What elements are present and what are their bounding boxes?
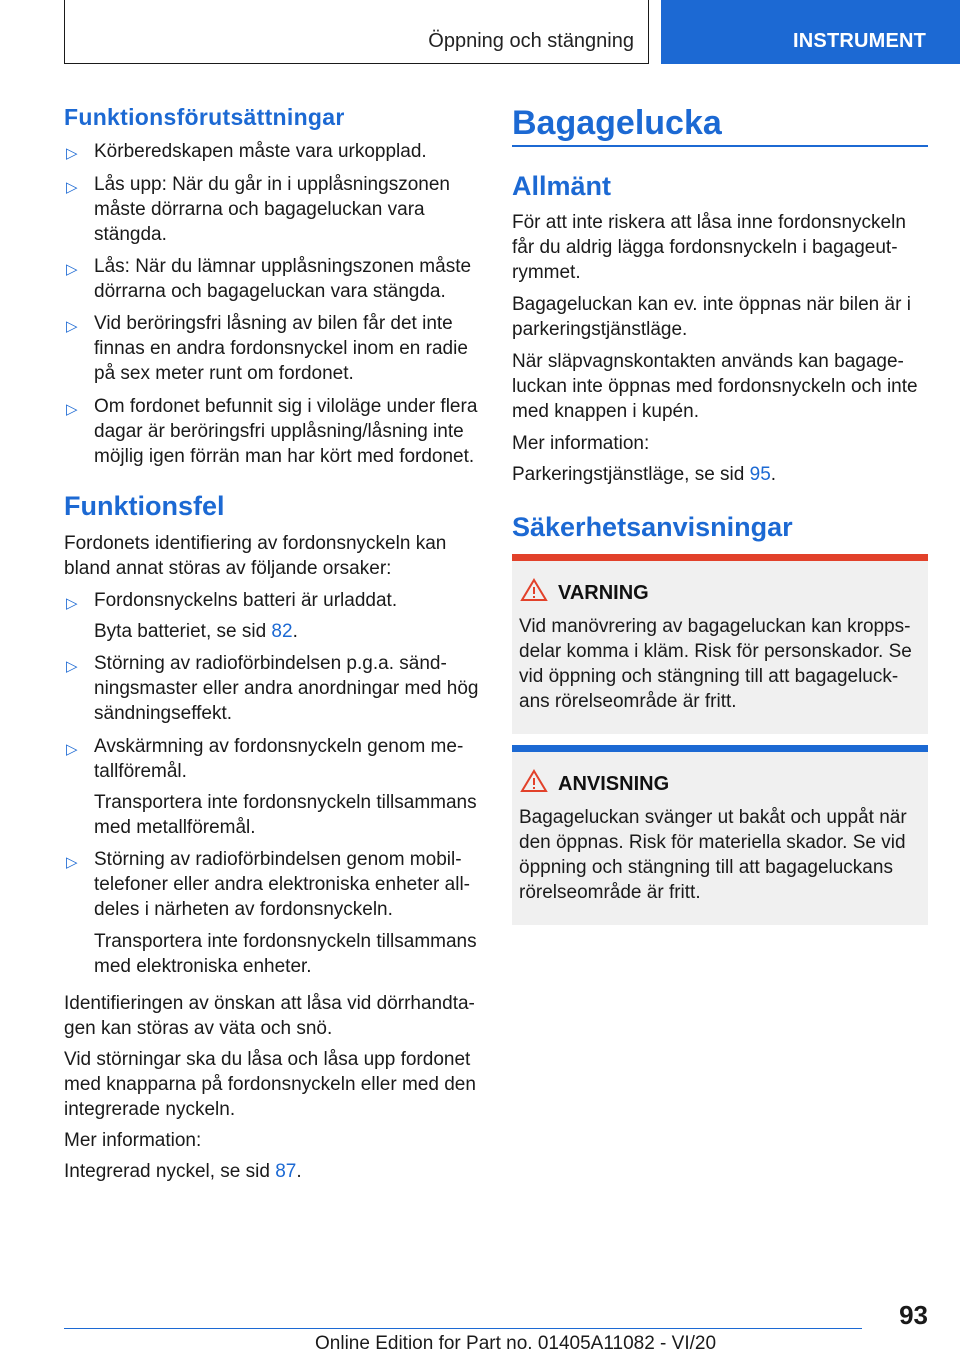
list-item-text: deles i närheten av fordonsnyckeln. (94, 899, 393, 920)
list-item-text: dagar är beröringsfri upplåsning/låsning inte (94, 421, 464, 442)
notice-bar (512, 745, 928, 752)
paragraph-line: rymmet. (512, 262, 581, 283)
title-rule (512, 145, 928, 147)
list-item-text: Störning av radioförbindelsen genom mobil- (94, 849, 462, 870)
callout-line: rörelseområde är fritt. (519, 882, 701, 903)
heading-general: Allmänt (512, 171, 612, 201)
list-item-text: Störning av radioförbindelsen p.g.a. sänd- (94, 653, 447, 674)
paragraph-line: När släpvagnskontakten används kan bagage- (512, 351, 904, 372)
paragraph-line: bland annat störas av följande orsaker: (64, 558, 392, 579)
list-item-text: finnas en andra fordonsnyckel inom en radie (94, 338, 468, 359)
list-item-text: tallföremål. (94, 761, 187, 782)
list-item-text: Avskärmning av fordonsnyckeln genom me- (94, 736, 464, 757)
paragraph-line: med knapparna på fordonsnyckeln eller med den (64, 1074, 476, 1095)
paragraph-line: Fordonets identifiering av fordonsnyckeln kan (64, 533, 447, 554)
list-item-text: på sex meter runt om fordonet. (94, 363, 354, 384)
more-info-label: Mer information: (64, 1130, 202, 1151)
triangle-bullet-icon: ▷ (66, 145, 78, 162)
page-number: 93 (899, 1300, 928, 1330)
list-item-text: Lås: När du lämnar upplåsningszonen måste (94, 256, 472, 277)
list-item-text: dörrarna och bagageluckan vara stängda. (94, 281, 446, 302)
list-item-text: telefoner eller andra elektroniska enheter all- (94, 874, 470, 895)
paragraph-line: parkeringstjänstläge. (512, 319, 688, 340)
list-item-text: möjlig igen förrän man har kört med fordonet. (94, 446, 475, 467)
list-item-subtext: med metallföremål. (94, 817, 256, 838)
triangle-bullet-icon: ▷ (66, 658, 78, 675)
triangle-bullet-icon: ▷ (66, 401, 78, 418)
more-info-label: Mer information: (512, 433, 650, 454)
page-main-title: Bagagelucka (512, 104, 722, 142)
page-link[interactable]: 95 (749, 464, 771, 485)
reference-line: Parkeringstjänstläge, se sid 95. (512, 464, 777, 485)
list-item-subtext: Transportera inte fordonsnyckeln tillsammans (94, 792, 477, 813)
paragraph-line: Identifieringen av önskan att låsa vid dörrhandta- (64, 993, 475, 1014)
callout-line: Vid manövrering av bagageluckan kan kropps- (519, 616, 911, 637)
callout-line: öppning och stängning till att bagageluckans (519, 857, 893, 878)
list-item-text: Vid beröringsfri låsning av bilen får det inte (94, 313, 453, 334)
paragraph-line: För att inte riskera att låsa inne fordonsnyckeln (512, 212, 906, 233)
notice-triangle-icon (520, 769, 548, 793)
paragraph-line: med knappen i kupén. (512, 401, 699, 422)
warning-triangle-icon (520, 578, 548, 602)
triangle-bullet-icon: ▷ (66, 854, 78, 871)
triangle-bullet-icon: ▷ (66, 318, 78, 335)
triangle-bullet-icon: ▷ (66, 179, 78, 196)
section-title: Öppning och stängning (428, 30, 634, 52)
triangle-bullet-icon: ▷ (66, 261, 78, 278)
triangle-bullet-icon: ▷ (66, 595, 78, 612)
paragraph-line: får du aldrig lägga fordonsnyckeln i bagageut- (512, 237, 898, 258)
warning-bar (512, 554, 928, 561)
notice-title: ANVISNING (558, 773, 670, 795)
paragraph-line: Bagageluckan kan ev. inte öppnas när bilen är i (512, 294, 911, 315)
list-item-subtext: med elektroniska enheter. (94, 956, 312, 977)
page-link[interactable]: 82 (271, 621, 293, 642)
warning-title: VARNING (558, 582, 649, 604)
list-item-text: ningsmaster eller andra anordningar med hög (94, 678, 479, 699)
callout-line: den öppnas. Risk för materiella skador. Se vid (519, 832, 906, 853)
list-item-text: Körberedskapen måste vara urkopplad. (94, 141, 427, 162)
paragraph-line: luckan inte öppnas med fordonsnyckeln och inte (512, 376, 918, 397)
paragraph-line: integrerade nyckeln. (64, 1099, 236, 1120)
list-item-text: Fordonsnyckelns batteri är urladdat. (94, 590, 398, 611)
heading-malfunction: Funktionsfel (64, 491, 225, 521)
page-link[interactable]: 87 (275, 1161, 297, 1182)
warning-callout (512, 554, 928, 734)
heading-safety: Säkerhetsanvisningar (512, 512, 793, 542)
list-item-subtext: Transportera inte fordonsnyckeln tillsammans (94, 931, 477, 952)
callout-line: Bagageluckan svänger ut bakåt och uppåt när (519, 807, 907, 828)
footer-rule (64, 1328, 862, 1329)
header-section-box (64, 0, 649, 64)
heading-prerequisites: Funktionsförutsättningar (64, 104, 345, 130)
chapter-tab[interactable] (661, 0, 960, 64)
callout-line: delar komma i kläm. Risk för personskador. Se (519, 641, 912, 662)
reference-line: Integrerad nyckel, se sid 87. (64, 1161, 302, 1182)
list-item-text: måste dörrarna och bagageluckan vara (94, 199, 425, 220)
paragraph-line: gen kan störas av väta och snö. (64, 1018, 333, 1039)
list-item-subtext: Byta batteriet, se sid 82. (94, 621, 298, 642)
triangle-bullet-icon: ▷ (66, 741, 78, 758)
list-item-text: stängda. (94, 224, 167, 245)
list-item-text: Lås upp: När du går in i upplåsningszonen (94, 174, 450, 195)
list-item-text: Om fordonet befunnit sig i viloläge under flera (94, 396, 478, 417)
edition-footer: Online Edition for Part no. 01405A11082 - VI/20 (315, 1333, 717, 1354)
list-item-text: sändningseffekt. (94, 703, 233, 724)
notice-callout (512, 745, 928, 925)
callout-line: vid öppning och stängning till att bagageluck- (519, 666, 899, 687)
paragraph-line: Vid störningar ska du låsa och låsa upp fordonet (64, 1049, 471, 1070)
chapter-tab-label: INSTRUMENT (793, 30, 927, 52)
callout-line: ans rörelseområde är fritt. (519, 691, 737, 712)
